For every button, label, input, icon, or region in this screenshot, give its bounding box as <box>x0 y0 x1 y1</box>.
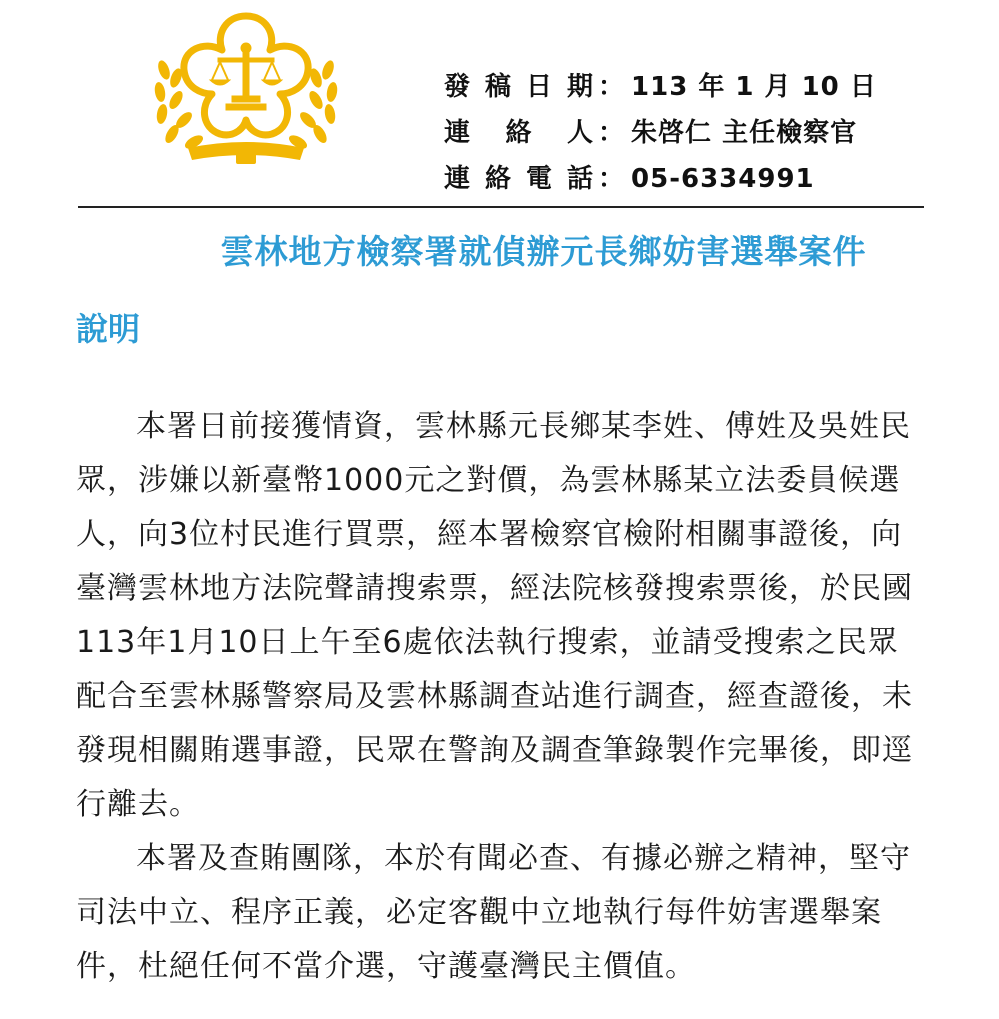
release-date-label: 發稿日期 <box>444 72 594 102</box>
contact-phone-value: 05-6334991 <box>631 164 815 194</box>
section-heading: 說明 <box>76 310 141 348</box>
document-body <box>76 400 916 994</box>
header-divider <box>78 206 924 208</box>
contact-person-value: 朱啓仁 主任檢察官 <box>631 118 858 148</box>
release-info <box>444 64 964 202</box>
prosecutor-office-emblem-icon <box>148 8 344 176</box>
contact-person-row <box>444 110 964 156</box>
release-date-separator: ： <box>598 72 626 102</box>
contact-phone-label: 連絡電話 <box>444 164 594 194</box>
contact-phone-row <box>444 156 964 202</box>
paragraph: 本署日前接獲情資，雲林縣元長鄉某李姓、傅姓及吳姓民眾，涉嫌以新臺幣1000元之對價，為雲林縣某立法委員候選人，向3位村民進行買票，經本署檢察官檢附相關事證後，向臺灣雲林地方法院聲請搜索票，經法院核發搜索票後，於民國113年1月10日上午至6處依法執行搜索，並請受搜索之民眾配合至雲林縣警察局及雲林縣調查站進行調查，經查證後，未發現相關賄選事證，民眾在警詢及調查筆錄製作完畢後，即逕行離去。 <box>76 409 913 822</box>
contact-person-label: 連 絡 人 <box>444 118 594 148</box>
release-date-value: 113 年 1 月 10 日 <box>631 72 877 102</box>
page-title: 雲林地方檢察署就偵辦元長鄉妨害選舉案件 <box>220 232 867 271</box>
contact-person-separator: ： <box>598 118 626 148</box>
release-date-row <box>444 64 964 110</box>
contact-phone-separator: ： <box>598 164 626 194</box>
paragraph: 本署及查賄團隊，本於有聞必查、有據必辦之精神，堅守司法中立、程序正義，必定客觀中立地執行每件妨害選舉案件，杜絕任何不當介選，守護臺灣民主價值。 <box>76 841 911 984</box>
